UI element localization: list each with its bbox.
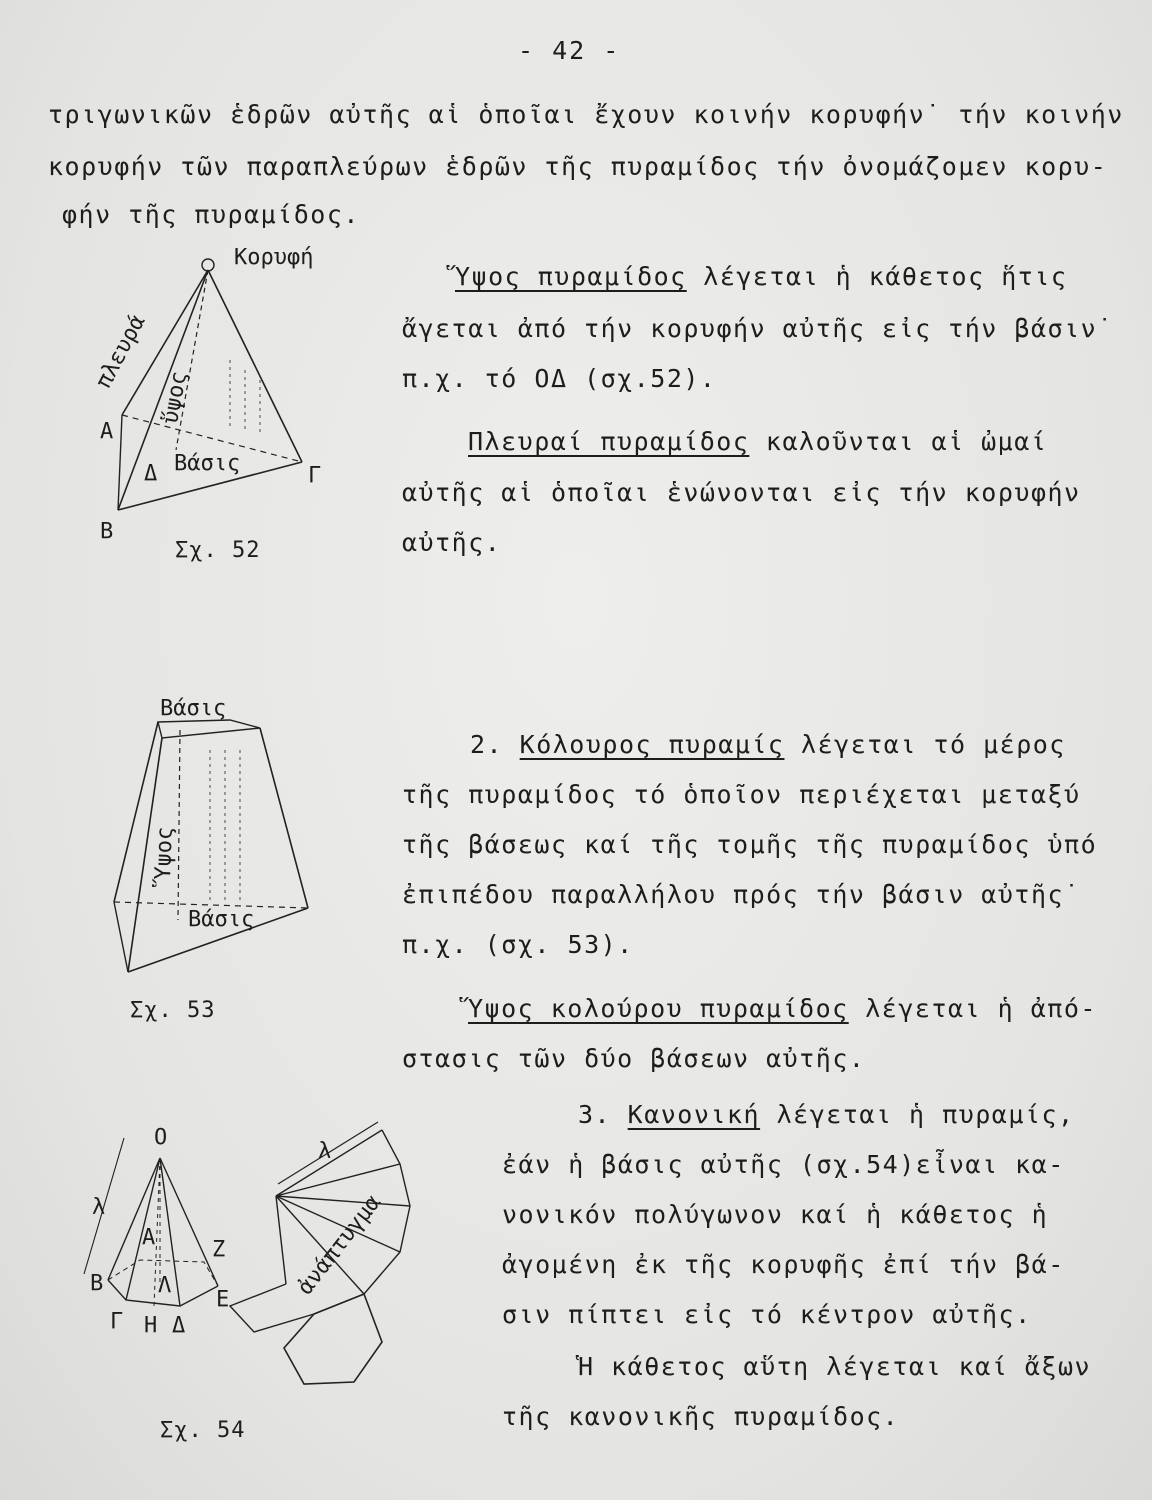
edges-definition-line-2: αὐτῆς αἱ ὁποῖαι ἑνώνονται εἰς τήν κορυφήν: [402, 478, 1081, 507]
edge-OG: [208, 270, 302, 462]
frustum-definition-line-2: τῆς πυραμίδος τό ὁποῖον περιέχεται μεταξύ: [402, 780, 1081, 809]
vertex-Z: Ζ: [212, 1237, 226, 1262]
vertex-H: Η: [144, 1313, 158, 1338]
net-ray-2: [276, 1164, 400, 1196]
edges-def-rest: καλοῦνται αἱ ὠμαί: [749, 427, 1048, 456]
height-definition-line-2: ἄγεται ἀπό τήν κορυφήν αὐτῆς εἰς τήν βάσιν˙: [402, 314, 1114, 343]
figure-53-frustum: [100, 690, 340, 990]
axis-definition-line-2: τῆς κανονικῆς πυραμίδος.: [502, 1402, 900, 1431]
regular-definition-line-2: ἐάν ἡ βάσις αὐτῆς (σχ.54)εἶναι κα-: [502, 1150, 1065, 1179]
edge-label: πλευρά: [91, 310, 151, 393]
top-base-label: Βάσις: [160, 696, 227, 721]
regular-term: Κανονική: [627, 1100, 761, 1129]
base-edge-AB: [118, 415, 122, 510]
apex-O: Ο: [154, 1125, 168, 1150]
frustum-def-rest: λέγεται τό μέρος: [784, 730, 1066, 759]
figure-52-pyramid: [80, 240, 380, 550]
frustum-height-term: Ὕψος κολούρου πυραμίδος: [468, 994, 849, 1023]
vertex-B: Β: [90, 1271, 104, 1296]
lambda-net: λ: [318, 1139, 332, 1164]
net-attached-triangles: [230, 1284, 364, 1332]
figure-54-regular-pyramid: [78, 1110, 418, 1430]
vertex-D: Δ: [172, 1313, 186, 1338]
figure-53-caption: Σχ. 53: [130, 998, 216, 1023]
frustum-height-definition-line-1: [468, 994, 1097, 1023]
frustum-number: 2.: [470, 730, 520, 759]
vertex-G: Γ: [308, 463, 322, 488]
height-definition-line-3: π.χ. τό ΟΔ (σχ.52).: [402, 364, 717, 393]
frustum-height-def-rest: λέγεται ἡ ἀπό-: [848, 994, 1097, 1023]
intro-line-1: τριγωνικῶν ἑδρῶν αὐτῆς αἱ ὁποῖαι ἔχουν κοινήν κορυφήν˙ τήν κοινήν: [48, 100, 1124, 129]
regular-definition-line-4: ἀγομένη ἐκ τῆς κορυφῆς ἐπί τήν βά-: [502, 1250, 1065, 1279]
vertex-B: Β: [100, 519, 114, 544]
vertex-A: Α: [100, 419, 114, 444]
frustum-height-label: Ὕψος: [151, 826, 178, 881]
frustum-definition-line-5: π.χ. (σχ. 53).: [402, 930, 634, 959]
bottom-base-label: Βάσις: [188, 907, 255, 932]
bottom-edge-left: [114, 902, 128, 972]
vertex-G: Γ: [110, 1309, 124, 1334]
regular-definition-line-1: [578, 1100, 1075, 1129]
frustum-definition-line-3: τῆς βάσεως καί τῆς τομῆς τῆς πυραμίδος ὑπό: [402, 830, 1098, 859]
height-term: Ὕψος πυραμίδος: [455, 262, 687, 291]
vertex-E: Ε: [216, 1287, 230, 1312]
base-label: Βάσις: [174, 451, 241, 476]
regular-definition-line-3: νονικόν πολύγωνον καί ἡ κάθετος ἡ: [502, 1200, 1049, 1229]
height-label: ὕψος: [158, 369, 193, 427]
apex-word: Κορυφή: [234, 245, 314, 270]
apex-point: [202, 259, 214, 271]
lambda-left: λ: [92, 1195, 106, 1220]
vertex-D: Δ: [144, 461, 158, 486]
intro-line-3: φήν τῆς πυραμίδος.: [62, 200, 360, 229]
page-number: - 42 -: [518, 36, 621, 65]
height-def-rest: λέγεται ἡ κάθετος ἥτις: [686, 262, 1068, 291]
center-L: Λ: [158, 1273, 172, 1298]
net-hexagon-base: [284, 1294, 382, 1384]
edges-definition-line-3: αὐτῆς.: [402, 528, 502, 557]
net-label: ἀνάπτυγμα: [293, 1190, 387, 1300]
axis-definition-line-1: Ἡ κάθετος αὕτη λέγεται καί ἄξων: [578, 1352, 1092, 1381]
frustum-edge-right: [260, 728, 308, 908]
frustum-height-line: [178, 730, 180, 920]
figure-54-caption: Σχ. 54: [160, 1418, 246, 1443]
frustum-height-definition-line-2: στασις τῶν δύο βάσεων αὐτῆς.: [402, 1044, 866, 1073]
intro-line-2: κορυφήν τῶν παραπλεύρων ἑδρῶν τῆς πυραμίδος τήν ὀνομάζομεν κορυ-: [48, 152, 1108, 181]
edge-OB: [108, 1158, 160, 1280]
frustum-definition-line-4: ἐπιπέδου παραλλήλου πρός τήν βάσιν αὐτῆς˙: [402, 880, 1081, 909]
edges-term: Πλευραί πυραμίδος: [468, 427, 750, 456]
top-base: [158, 720, 260, 738]
frustum-definition-line-1: [470, 730, 1066, 759]
height-definition-line-1: [455, 262, 1067, 291]
frustum-term: Κόλουρος πυραμίς: [519, 730, 785, 759]
vertex-A: Α: [142, 1225, 156, 1250]
net-ray-6: [276, 1196, 286, 1284]
edges-definition-line-1: [468, 427, 1047, 456]
figure-52-caption: Σχ. 52: [175, 538, 261, 563]
regular-number: 3.: [578, 1100, 628, 1129]
regular-definition-line-5: σιν πίπτει εἰς τό κέντρον αὐτῆς.: [502, 1300, 1032, 1329]
regular-def-rest: λέγεται ἡ πυραμίς,: [760, 1100, 1075, 1129]
